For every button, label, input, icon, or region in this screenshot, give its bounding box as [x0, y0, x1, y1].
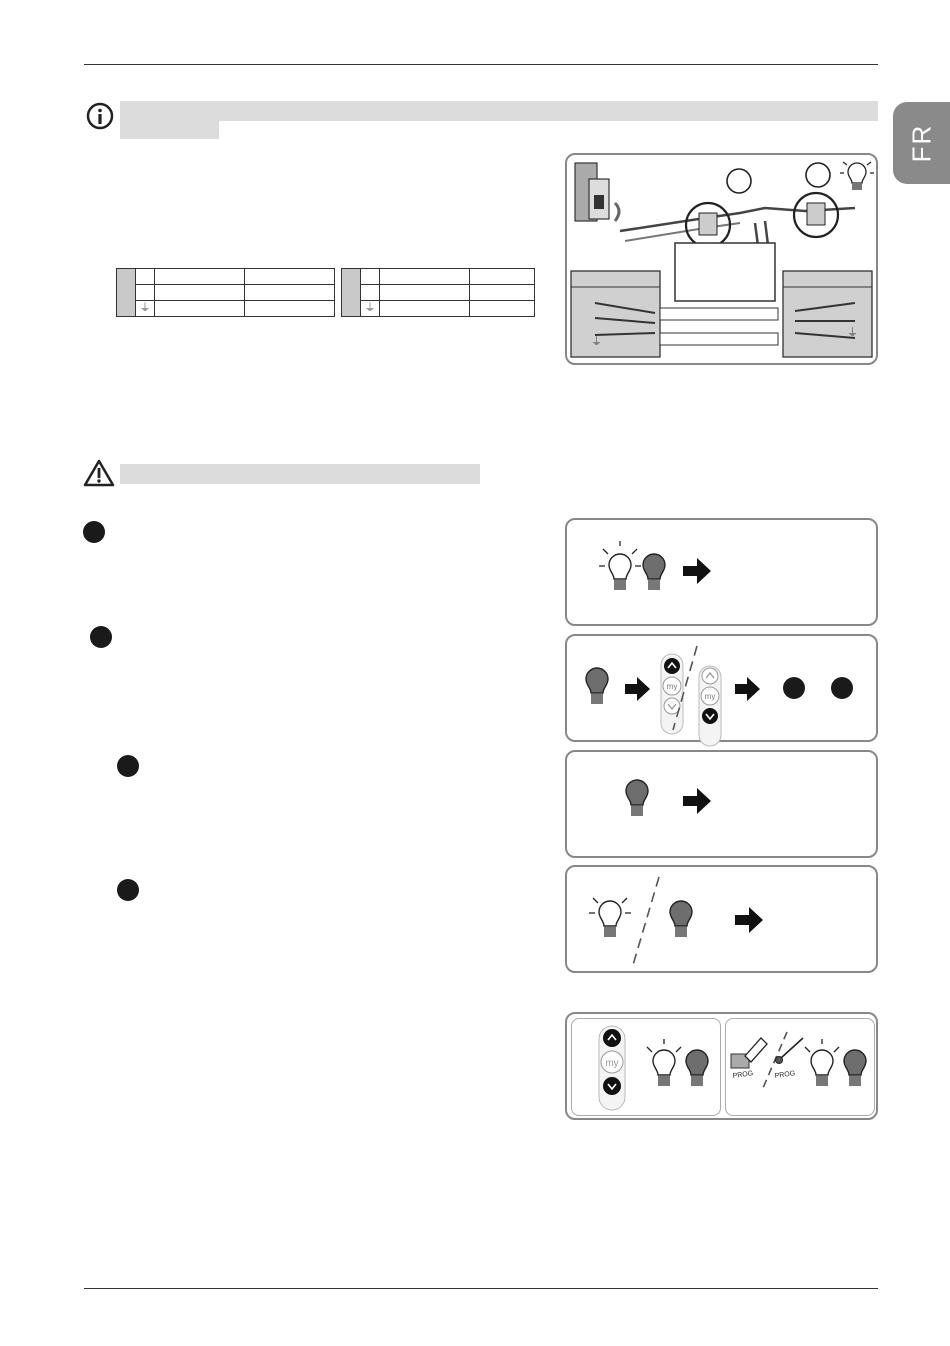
remote-control-icon: [599, 1026, 625, 1110]
step-bullet: [90, 626, 112, 648]
wiring-table-left: [116, 268, 335, 317]
light-bulb-off-icon: [844, 1050, 866, 1086]
arrow-right-icon: [683, 788, 711, 814]
wiring-diagram-panel: [565, 153, 878, 365]
header-rule: [84, 64, 878, 65]
warning-icon: [83, 459, 115, 487]
language-tab[interactable]: [893, 102, 950, 184]
step-panel-2: [565, 634, 878, 742]
wiring-table-right: [341, 268, 535, 317]
info-heading-bar: [120, 101, 878, 121]
prog-button-icon: [731, 1038, 767, 1080]
prog-pin-icon: [774, 1038, 803, 1080]
light-bulb-off-icon: [643, 554, 665, 590]
svg-text:⏚: ⏚: [847, 327, 858, 339]
light-bulb-on-icon: [805, 1039, 839, 1086]
arrow-right-icon: [735, 677, 760, 701]
step-panel-3: [565, 750, 878, 858]
step-bullet: [117, 879, 139, 901]
info-heading-bar-continuation: [120, 121, 219, 139]
warning-heading-bar: [120, 464, 480, 484]
light-bulb-icon: [840, 162, 874, 190]
table-side-label: [117, 269, 136, 317]
my-button-label: my: [605, 1058, 619, 1069]
light-bulb-on-icon: [589, 898, 631, 937]
info-icon: [86, 102, 114, 130]
prog-label: PROG: [732, 1070, 754, 1080]
arrow-right-icon: [683, 558, 711, 584]
wiring-diagram: [565, 153, 878, 365]
light-bulb-off-icon: [626, 780, 648, 816]
footer-rule: [84, 1288, 878, 1289]
remote-control-icon: [661, 654, 683, 734]
step-bullet: [83, 521, 105, 543]
ground-icon: ⏚: [139, 302, 151, 314]
my-button-label: my: [704, 692, 716, 701]
arrow-right-icon: [735, 907, 763, 933]
step-bullet: [117, 755, 139, 777]
language-tab-label: FR: [906, 123, 936, 163]
light-bulb-on-icon: [599, 541, 641, 590]
light-bulb-off-icon: [670, 901, 692, 937]
svg-text:⏚: ⏚: [591, 336, 602, 348]
step-panel-5: [565, 1012, 878, 1120]
table-side-label: [342, 269, 361, 317]
remote-control-icon: [699, 666, 721, 746]
light-bulb-off-icon: [686, 1050, 708, 1086]
step-panel-1: [565, 518, 878, 626]
my-button-label: my: [666, 682, 678, 691]
prog-label: PROG: [774, 1070, 796, 1080]
circuit-breaker-icon: [575, 163, 619, 221]
arrow-right-icon: [625, 677, 650, 701]
light-bulb-on-icon: [647, 1039, 681, 1086]
ground-icon: ⏚: [364, 302, 376, 314]
light-bulb-off-icon: [586, 668, 608, 704]
step-panel-4: [565, 865, 878, 973]
